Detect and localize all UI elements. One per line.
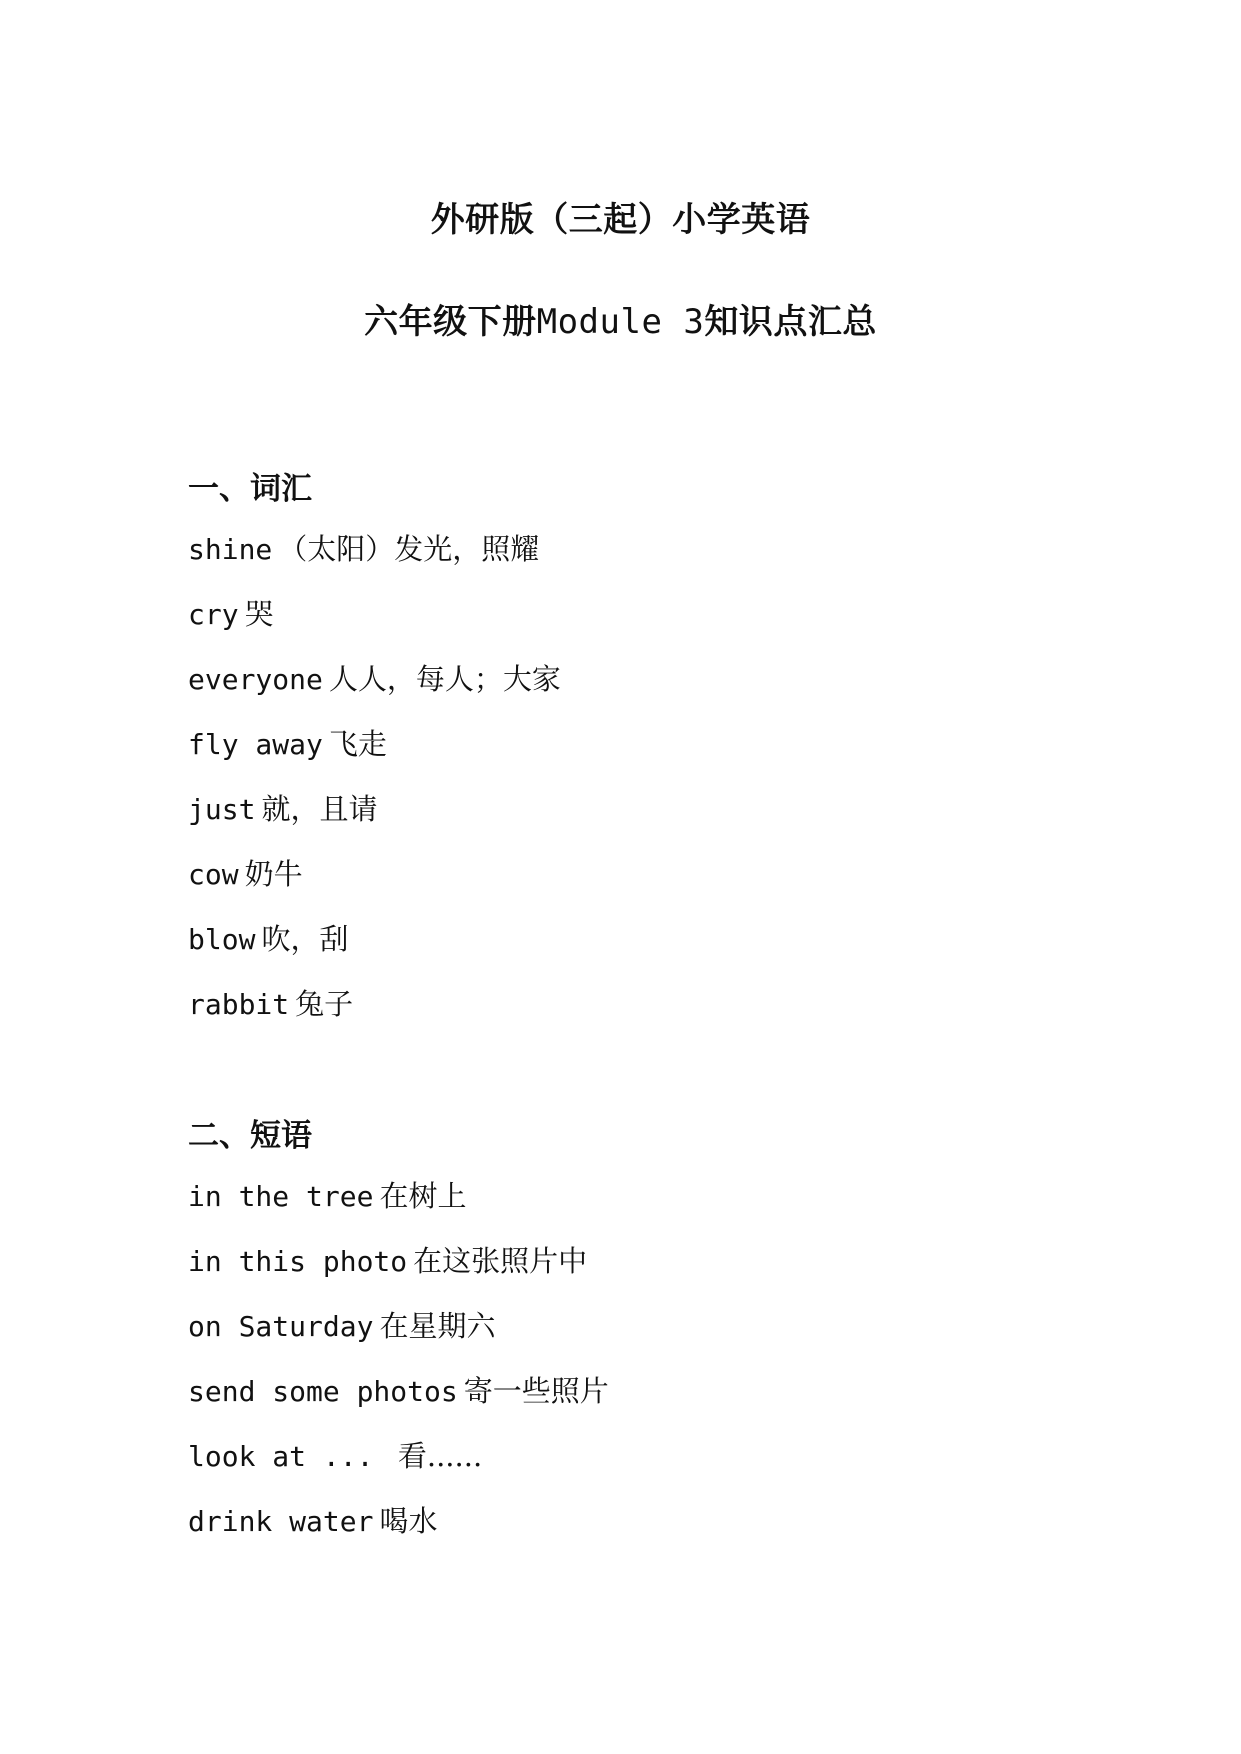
vocabulary-word: shine (188, 533, 273, 566)
vocabulary-item (188, 855, 1088, 920)
phrase-item (188, 1242, 1088, 1307)
subtitle-grade: 六年级下册 (364, 302, 537, 342)
phrases-heading: 二、短语 (188, 1118, 312, 1154)
vocabulary-word: cry (188, 598, 239, 631)
vocabulary-section (188, 470, 1088, 1050)
vocabulary-list (188, 530, 1088, 1050)
phrase-item (188, 1502, 1088, 1567)
phrase-meaning: 在这张照片中 (413, 1244, 588, 1278)
vocabulary-item (188, 725, 1088, 790)
vocabulary-meaning: 奶牛 (244, 857, 303, 891)
vocabulary-meaning: 就，且请 (261, 792, 378, 826)
document-title (0, 200, 1241, 240)
phrase-english: on Saturday (188, 1310, 374, 1343)
phrase-item (188, 1372, 1088, 1437)
title-line1: 外研版（三起）小学英语 (430, 200, 811, 240)
vocabulary-meaning: 吹，刮 (261, 922, 349, 956)
vocabulary-word: fly away (188, 728, 323, 761)
phrase-item (188, 1307, 1088, 1372)
phrase-meaning: 在星期六 (379, 1309, 496, 1343)
phrase-english: in this photo (188, 1245, 408, 1278)
vocabulary-word: cow (188, 858, 239, 891)
phrase-meaning: 看...... (379, 1439, 483, 1473)
vocabulary-meaning: （太阳）发光，照耀 (278, 532, 540, 566)
vocabulary-meaning: 人人，每人；大家 (328, 662, 561, 696)
document-subtitle (0, 302, 1241, 342)
vocabulary-word: blow (188, 923, 256, 956)
vocabulary-word: just (188, 793, 256, 826)
phrase-english: look at ... (188, 1440, 374, 1473)
vocabulary-item (188, 985, 1088, 1050)
vocabulary-item (188, 920, 1088, 985)
vocabulary-meaning: 兔子 (295, 987, 354, 1021)
vocabulary-word: everyone (188, 663, 323, 696)
vocabulary-item (188, 530, 1088, 595)
vocabulary-meaning: 哭 (244, 597, 274, 631)
phrase-english: in the tree (188, 1180, 374, 1213)
vocabulary-heading: 一、词汇 (188, 471, 312, 507)
phrase-item (188, 1177, 1088, 1242)
phrases-list (188, 1177, 1088, 1567)
phrase-english: drink water (188, 1505, 374, 1538)
vocabulary-meaning: 飞走 (328, 727, 387, 761)
phrase-meaning: 喝水 (379, 1504, 438, 1538)
vocabulary-item (188, 790, 1088, 855)
subtitle-module: Module 3 (536, 302, 705, 342)
subtitle-summary: 知识点汇总 (704, 302, 877, 342)
vocabulary-item (188, 595, 1088, 660)
vocabulary-item (188, 660, 1088, 725)
phrase-item (188, 1437, 1088, 1502)
phrase-english: send some photos (188, 1375, 458, 1408)
vocabulary-word: rabbit (188, 988, 290, 1021)
phrase-meaning: 寄一些照片 (463, 1374, 609, 1408)
phrase-meaning: 在树上 (379, 1179, 467, 1213)
phrases-section (188, 1117, 1088, 1567)
